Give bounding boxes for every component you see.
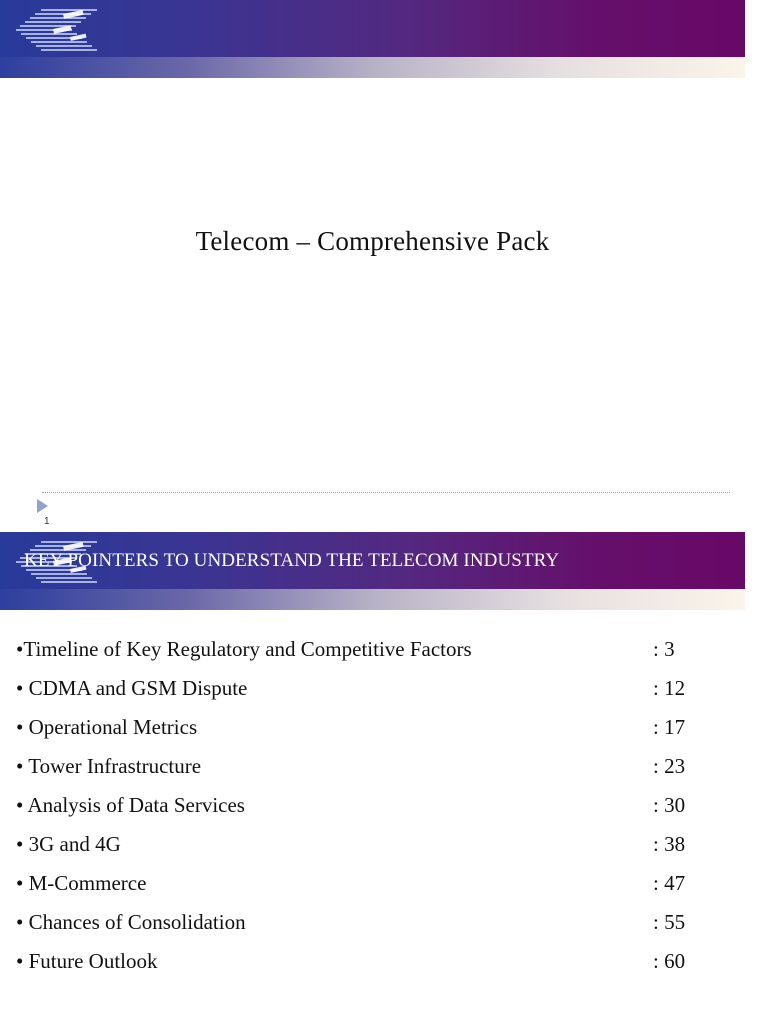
toc-item-label: • Future Outlook [16,949,158,973]
slide-number: 1 [44,516,50,527]
play-arrow-icon [37,499,48,513]
slide-title: Telecom – Comprehensive Pack [195,226,550,256]
toc-item-label: • Chances of Consolidation [16,910,246,934]
brand-logo-icon [10,6,106,56]
toc-item-label: • 3G and 4G [16,832,121,856]
toc-row [16,673,736,703]
toc-item-label: • Operational Metrics [16,715,198,739]
toc-page-number: : 55 [653,910,686,934]
toc-page-number: : 47 [653,871,686,895]
toc-row [16,829,736,859]
slide-heading: KEY POINTERS TO UNDERSTAND THE TELECOM INDUSTRY [24,550,560,571]
toc-row [16,946,736,976]
toc-item-label: • M-Commerce [16,871,147,895]
toc-page-number: : 12 [653,676,686,700]
toc-page-number: : 30 [653,793,686,817]
slide-header-gradient [0,57,745,78]
toc-page-number: : 38 [653,832,686,856]
toc-row [16,868,736,898]
slide-2 [0,532,745,1024]
toc-row [16,634,736,664]
toc-item-label: • Analysis of Data Services [16,793,245,817]
slide-header-band [0,0,745,57]
divider-line [42,492,730,493]
table-of-contents [0,532,745,1024]
toc-page-number: : 60 [653,949,686,973]
toc-page-number: : 23 [653,754,686,778]
toc-row [16,790,736,820]
toc-item-label: •Timeline of Key Regulatory and Competitive Factors [16,637,472,661]
toc-row [16,751,736,781]
toc-item-label: • CDMA and GSM Dispute [16,676,248,700]
toc-page-number: : 17 [653,715,686,739]
toc-row [16,712,736,742]
toc-row [16,907,736,937]
toc-item-label: • Tower Infrastructure [16,754,202,778]
toc-page-number: : 3 [653,637,675,661]
